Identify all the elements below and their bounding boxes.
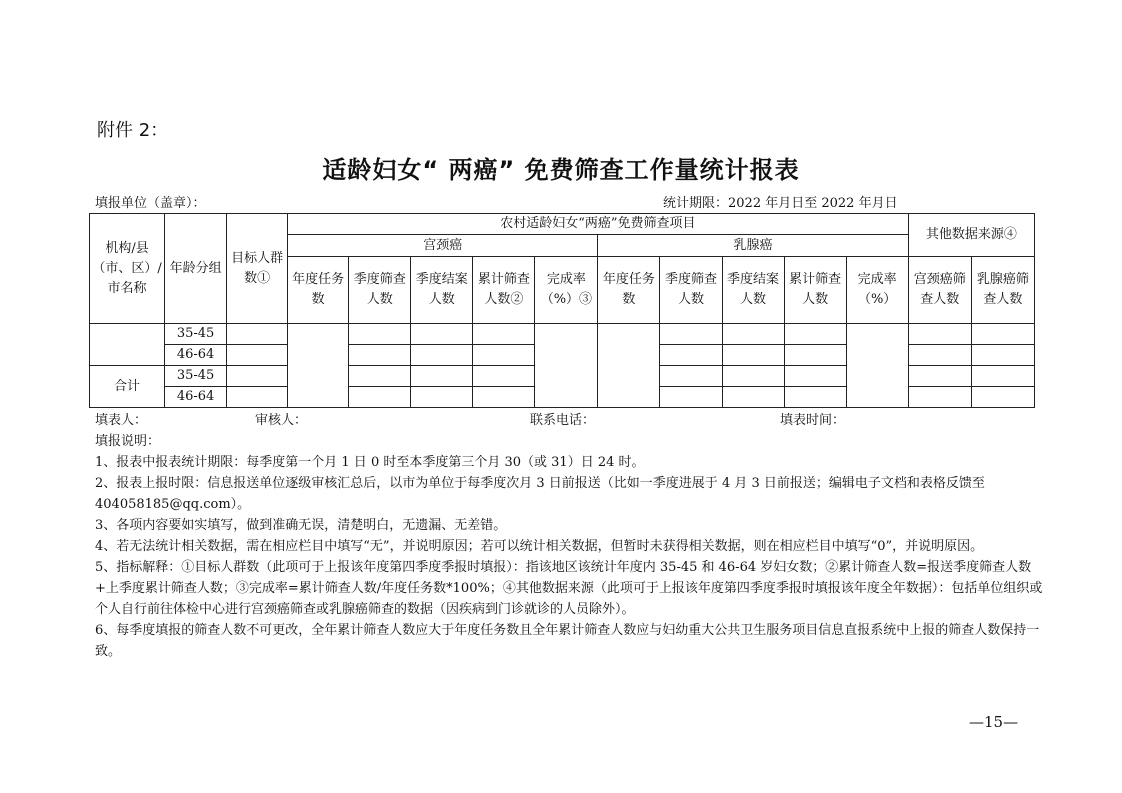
column-header: 乳腺癌筛查人数 xyxy=(971,257,1034,324)
data-cell[interactable] xyxy=(660,366,722,387)
instruction-item: 3、各项内容要如实填写，做到准确无误，清楚明白，无遗漏、无差错。 xyxy=(95,518,507,533)
report-title: 适龄妇女“ 两癌” 免费筛查工作量统计报表 xyxy=(322,156,800,184)
instruction-item: 1、报表中报表统计期限：每季度第一个月 1 日 0 时至本季度第三个月 30（或 31）日 24 时。 xyxy=(95,455,645,470)
data-cell[interactable] xyxy=(411,345,473,366)
data-cell[interactable] xyxy=(908,345,971,366)
data-cell[interactable] xyxy=(971,366,1034,387)
data-cell[interactable] xyxy=(908,324,971,345)
data-cell[interactable] xyxy=(722,366,784,387)
data-cell[interactable] xyxy=(349,387,411,408)
data-cell[interactable] xyxy=(846,324,908,408)
fill-time-label: 填表时间： xyxy=(780,413,846,428)
age-group-cell: 46-64 xyxy=(165,387,227,408)
attachment-label: 附件 2： xyxy=(97,120,169,141)
cervical-cancer-header: 宫颈癌 xyxy=(288,235,598,257)
data-cell[interactable] xyxy=(784,345,846,366)
column-header: 季度结案人数 xyxy=(722,257,784,324)
age-group-cell: 35-45 xyxy=(165,324,227,345)
data-cell[interactable] xyxy=(473,387,535,408)
column-header: 累计筛查人数② xyxy=(473,257,535,324)
data-cell[interactable] xyxy=(971,387,1034,408)
age-group-header: 年龄分组 xyxy=(165,214,227,324)
data-cell[interactable] xyxy=(784,387,846,408)
data-cell[interactable] xyxy=(908,366,971,387)
column-header: 年度任务数 xyxy=(288,257,349,324)
data-cell[interactable] xyxy=(227,324,288,345)
instruction-item: 4、若无法统计相关数据，需在相应栏目中填写“无”，并说明原因；若可以统计相关数据，但暂时未获得相关数据，则在相应栏目中填写“0”，并说明原因。 xyxy=(95,539,984,554)
data-cell[interactable] xyxy=(908,387,971,408)
data-cell[interactable] xyxy=(535,324,598,408)
data-cell[interactable] xyxy=(227,366,288,387)
data-cell[interactable] xyxy=(598,324,660,408)
signature-row xyxy=(95,410,1045,431)
data-cell[interactable] xyxy=(411,387,473,408)
breast-cancer-header: 乳腺癌 xyxy=(598,235,908,257)
other-data-source-header: 其他数据来源④ xyxy=(908,214,1034,257)
statistics-table xyxy=(89,213,1035,408)
phone-label: 联系电话： xyxy=(530,413,596,428)
data-cell[interactable] xyxy=(971,345,1034,366)
reviewer-label: 审核人： xyxy=(255,413,308,428)
data-cell[interactable] xyxy=(288,324,349,408)
column-header: 季度结案人数 xyxy=(411,257,473,324)
column-header: 年度任务数 xyxy=(598,257,660,324)
data-cell[interactable] xyxy=(411,324,473,345)
data-cell[interactable] xyxy=(722,345,784,366)
column-header: 季度筛查人数 xyxy=(660,257,722,324)
column-header: 完成率（%） xyxy=(846,257,908,324)
instruction-item: 5、指标解释：①目标人群数（此项可于上报该年度第四季度季报时填报）：指该地区该统计年度内 35-45 和 46-64 岁妇女数；②累计筛查人数=报送季度筛查人数+上季度累计筛查人数；③完成率=累计筛查人数/年度任务数*100%；④其他数据来源（此项可于上报该年度第四季度季报时填报该年度全年数据）：包括单位组织或个人自行前往体检中心进行宫颈癌筛查或乳腺癌筛查的数据（因疾病到门诊就诊的人员除外）。 xyxy=(95,560,1043,617)
column-header: 累计筛查人数 xyxy=(784,257,846,324)
data-cell[interactable] xyxy=(473,366,535,387)
instruction-item: 2、报表上报时限：信息报送单位逐级审核汇总后，以市为单位于每季度次月 3 日前报送（比如一季度进展于 4 月 3 日前报送；编辑电子文档和表格反馈至 404058185@qq.com）。 xyxy=(95,476,985,512)
org-name-cell[interactable] xyxy=(90,324,165,366)
column-header: 完成率（%）③ xyxy=(535,257,598,324)
page-number: —15— xyxy=(969,713,1019,731)
reporting-unit-label: 填报单位（盖章）： xyxy=(95,196,206,211)
filling-instructions xyxy=(95,431,1045,662)
org-name-header: 机构/县（市、区）/市名称 xyxy=(90,214,165,324)
filler-label: 填表人： xyxy=(95,413,148,428)
data-cell[interactable] xyxy=(722,387,784,408)
data-cell[interactable] xyxy=(660,345,722,366)
column-header: 季度筛查人数 xyxy=(349,257,411,324)
data-cell[interactable] xyxy=(660,324,722,345)
data-cell[interactable] xyxy=(349,345,411,366)
total-row-label: 合计 xyxy=(90,366,165,408)
report-footer xyxy=(95,410,1045,662)
column-header: 宫颈癌筛查人数 xyxy=(908,257,971,324)
data-cell[interactable] xyxy=(660,387,722,408)
data-cell[interactable] xyxy=(349,324,411,345)
data-cell[interactable] xyxy=(971,324,1034,345)
data-cell[interactable] xyxy=(227,387,288,408)
data-cell[interactable] xyxy=(784,366,846,387)
age-group-cell: 35-45 xyxy=(165,366,227,387)
data-cell[interactable] xyxy=(722,324,784,345)
age-group-cell: 46-64 xyxy=(165,345,227,366)
data-cell[interactable] xyxy=(349,366,411,387)
data-cell[interactable] xyxy=(411,366,473,387)
data-cell[interactable] xyxy=(227,345,288,366)
instructions-title: 填报说明： xyxy=(95,434,161,449)
data-cell[interactable] xyxy=(473,345,535,366)
rural-project-header: 农村适龄妇女“两癌”免费筛查项目 xyxy=(288,214,909,235)
data-cell[interactable] xyxy=(784,324,846,345)
data-cell[interactable] xyxy=(473,324,535,345)
instruction-item: 6、每季度填报的筛查人数不可更改，全年累计筛查人数应大于年度任务数且全年累计筛查人数应与妇幼重大公共卫生服务项目信息直报系统中上报的筛查人数保持一致。 xyxy=(95,623,1040,659)
statistics-period-label: 统计期限：2022 年月日至 2022 年月日 xyxy=(663,196,898,211)
target-population-header: 目标人群数① xyxy=(227,214,288,324)
